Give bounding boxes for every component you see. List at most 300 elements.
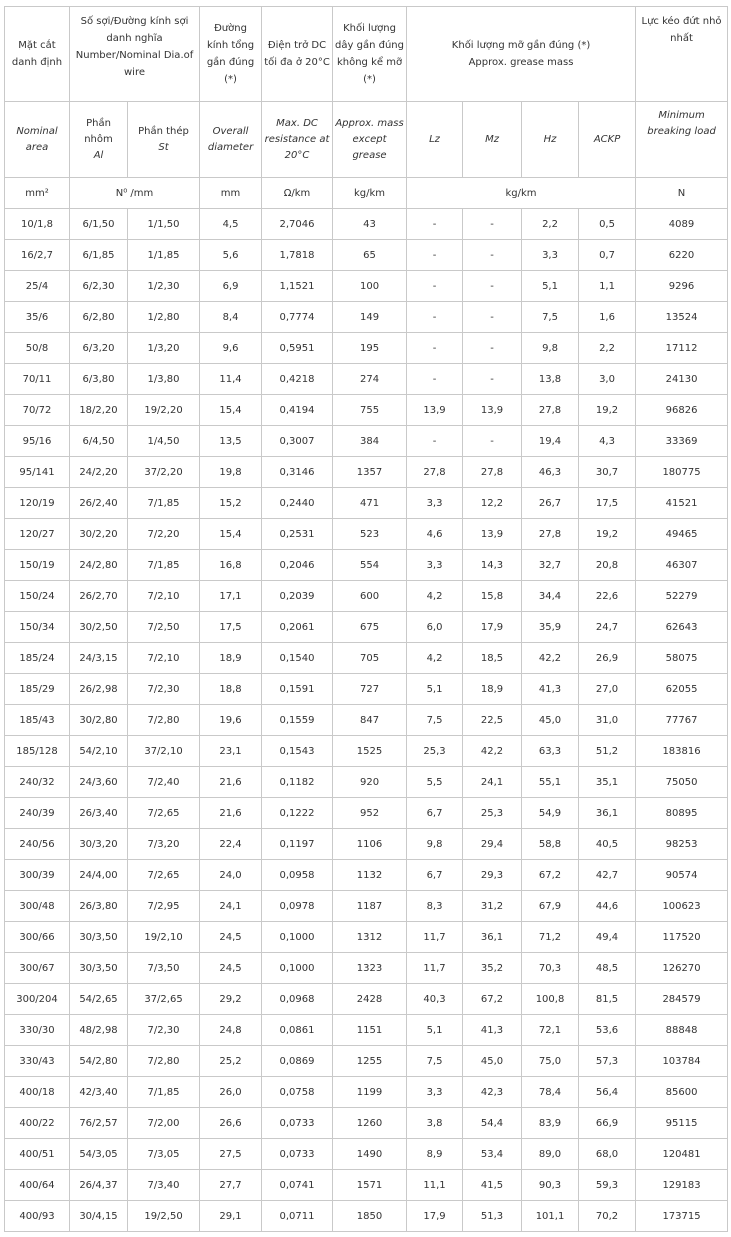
unit-grease: kg/km <box>407 178 636 209</box>
header-st-sym: St <box>158 141 169 153</box>
header-wire-vi: Số sợi/Đường kính sợi danh nghĩa <box>80 16 189 44</box>
cell-hz: 75,0 <box>522 1046 579 1077</box>
cell-st: 7/1,85 <box>128 488 200 519</box>
cell-hz: 3,3 <box>522 240 579 271</box>
cell-breaking: 173715 <box>636 1201 728 1232</box>
cell-area: 240/39 <box>5 798 70 829</box>
cell-al: 48/2,98 <box>70 1015 128 1046</box>
cell-mz: 25,3 <box>463 798 522 829</box>
cell-hz: 70,3 <box>522 953 579 984</box>
cell-area: 95/141 <box>5 457 70 488</box>
cell-st: 7/3,20 <box>128 829 200 860</box>
cell-mass: 471 <box>333 488 407 519</box>
cell-hz: 26,7 <box>522 488 579 519</box>
cell-hz: 71,2 <box>522 922 579 953</box>
cell-ackp: 66,9 <box>579 1108 636 1139</box>
cell-area: 25/4 <box>5 271 70 302</box>
cell-st: 7/2,30 <box>128 674 200 705</box>
cell-resistance: 0,7774 <box>262 302 333 333</box>
cell-al: 54/2,80 <box>70 1046 128 1077</box>
cell-al: 26/2,70 <box>70 581 128 612</box>
cell-hz: 54,9 <box>522 798 579 829</box>
unit-diameter: mm <box>200 178 262 209</box>
cell-al: 42/3,40 <box>70 1077 128 1108</box>
table-row <box>5 984 728 1015</box>
table-row <box>5 1015 728 1046</box>
cell-resistance: 0,1222 <box>262 798 333 829</box>
cell-lz: - <box>407 240 463 271</box>
cell-diameter: 29,2 <box>200 984 262 1015</box>
cell-lz: - <box>407 302 463 333</box>
table-row <box>5 519 728 550</box>
header-mass-vi: Khối lượng dây gần đúng không kể mỡ (*) <box>333 7 407 102</box>
cell-resistance: 0,0869 <box>262 1046 333 1077</box>
cell-diameter: 27,7 <box>200 1170 262 1201</box>
cell-mass: 43 <box>333 209 407 240</box>
cell-mz: 42,2 <box>463 736 522 767</box>
cell-ackp: 0,7 <box>579 240 636 271</box>
cell-lz: 6,7 <box>407 798 463 829</box>
header-mass-en: Approx. mass except grease <box>333 102 407 178</box>
cell-breaking: 75050 <box>636 767 728 798</box>
cell-al: 30/3,20 <box>70 829 128 860</box>
cell-area: 150/19 <box>5 550 70 581</box>
table-row <box>5 488 728 519</box>
cell-area: 95/16 <box>5 426 70 457</box>
header-breaking-vi: Lực kéo đứt nhỏ nhất <box>636 7 728 102</box>
cell-st: 7/1,85 <box>128 1077 200 1108</box>
cell-lz: 11,7 <box>407 922 463 953</box>
cell-lz: 4,6 <box>407 519 463 550</box>
cell-mass: 755 <box>333 395 407 426</box>
cell-mass: 195 <box>333 333 407 364</box>
header-al <box>70 102 128 178</box>
cell-diameter: 24,1 <box>200 891 262 922</box>
cell-mz: 36,1 <box>463 922 522 953</box>
cell-st: 7/3,05 <box>128 1139 200 1170</box>
header-grease-en: Approx. grease mass <box>468 57 574 68</box>
cell-area: 120/27 <box>5 519 70 550</box>
cell-mz: - <box>463 271 522 302</box>
cell-ackp: 48,5 <box>579 953 636 984</box>
cell-st: 7/2,20 <box>128 519 200 550</box>
cell-hz: 58,8 <box>522 829 579 860</box>
cell-diameter: 17,1 <box>200 581 262 612</box>
cell-lz: 6,0 <box>407 612 463 643</box>
cell-st: 1/2,30 <box>128 271 200 302</box>
cell-resistance: 0,0861 <box>262 1015 333 1046</box>
cell-breaking: 129183 <box>636 1170 728 1201</box>
cell-ackp: 44,6 <box>579 891 636 922</box>
cell-hz: 55,1 <box>522 767 579 798</box>
cell-mz: 24,1 <box>463 767 522 798</box>
cell-mass: 554 <box>333 550 407 581</box>
cell-resistance: 0,0733 <box>262 1108 333 1139</box>
cell-mz: 13,9 <box>463 519 522 550</box>
header-al-vi: Phần nhôm <box>84 117 113 145</box>
cell-lz: 3,3 <box>407 488 463 519</box>
table-row <box>5 457 728 488</box>
cell-lz: 17,9 <box>407 1201 463 1232</box>
cell-ackp: 42,7 <box>579 860 636 891</box>
cell-mz: - <box>463 364 522 395</box>
cell-st: 1/1,85 <box>128 240 200 271</box>
cell-resistance: 0,0978 <box>262 891 333 922</box>
table-row <box>5 550 728 581</box>
unit-area: mm² <box>5 178 70 209</box>
header-hz: Hz <box>522 102 579 178</box>
header-st <box>128 102 200 178</box>
table-row <box>5 1201 728 1232</box>
cell-hz: 72,1 <box>522 1015 579 1046</box>
cell-mass: 1187 <box>333 891 407 922</box>
cell-breaking: 6220 <box>636 240 728 271</box>
cell-mass: 149 <box>333 302 407 333</box>
cell-area: 70/72 <box>5 395 70 426</box>
cell-area: 35/6 <box>5 302 70 333</box>
table-row <box>5 395 728 426</box>
header-row-vi <box>5 7 728 102</box>
cell-hz: 2,2 <box>522 209 579 240</box>
cell-lz: 11,1 <box>407 1170 463 1201</box>
cell-breaking: 33369 <box>636 426 728 457</box>
cell-resistance: 0,0968 <box>262 984 333 1015</box>
cell-st: 7/2,40 <box>128 767 200 798</box>
cell-breaking: 103784 <box>636 1046 728 1077</box>
cell-lz: 13,9 <box>407 395 463 426</box>
cell-st: 7/2,80 <box>128 705 200 736</box>
table-row <box>5 1139 728 1170</box>
cell-area: 150/34 <box>5 612 70 643</box>
table-row <box>5 333 728 364</box>
cell-al: 26/4,37 <box>70 1170 128 1201</box>
cell-breaking: 85600 <box>636 1077 728 1108</box>
cell-resistance: 0,2046 <box>262 550 333 581</box>
header-resistance-vi: Điện trở DC tối đa ở 20°C <box>262 7 333 102</box>
cell-mz: 41,3 <box>463 1015 522 1046</box>
cell-diameter: 15,4 <box>200 519 262 550</box>
cell-diameter: 27,5 <box>200 1139 262 1170</box>
cell-resistance: 0,2061 <box>262 612 333 643</box>
cell-st: 19/2,20 <box>128 395 200 426</box>
cell-hz: 67,2 <box>522 860 579 891</box>
cell-breaking: 62643 <box>636 612 728 643</box>
table-row <box>5 240 728 271</box>
cell-diameter: 17,5 <box>200 612 262 643</box>
header-al-sym: Al <box>93 149 104 161</box>
cell-lz: 27,8 <box>407 457 463 488</box>
cell-mz: 51,3 <box>463 1201 522 1232</box>
cell-ackp: 3,0 <box>579 364 636 395</box>
cell-lz: 3,3 <box>407 550 463 581</box>
cell-breaking: 95115 <box>636 1108 728 1139</box>
cell-hz: 90,3 <box>522 1170 579 1201</box>
cell-ackp: 68,0 <box>579 1139 636 1170</box>
cell-mass: 847 <box>333 705 407 736</box>
table-row <box>5 705 728 736</box>
cell-diameter: 5,6 <box>200 240 262 271</box>
cell-al: 26/2,40 <box>70 488 128 519</box>
cell-al: 6/3,80 <box>70 364 128 395</box>
cell-resistance: 0,2039 <box>262 581 333 612</box>
cell-ackp: 30,7 <box>579 457 636 488</box>
cell-area: 400/22 <box>5 1108 70 1139</box>
cell-al: 6/3,20 <box>70 333 128 364</box>
cell-mass: 1260 <box>333 1108 407 1139</box>
cell-st: 7/2,50 <box>128 612 200 643</box>
cell-resistance: 1,7818 <box>262 240 333 271</box>
cell-ackp: 51,2 <box>579 736 636 767</box>
cell-ackp: 19,2 <box>579 519 636 550</box>
cell-mass: 1323 <box>333 953 407 984</box>
cell-ackp: 17,5 <box>579 488 636 519</box>
cell-area: 300/39 <box>5 860 70 891</box>
cell-breaking: 24130 <box>636 364 728 395</box>
cell-resistance: 0,1197 <box>262 829 333 860</box>
cell-diameter: 24,5 <box>200 953 262 984</box>
cell-mass: 1151 <box>333 1015 407 1046</box>
cell-hz: 89,0 <box>522 1139 579 1170</box>
table-row <box>5 736 728 767</box>
cell-diameter: 19,8 <box>200 457 262 488</box>
cell-area: 330/30 <box>5 1015 70 1046</box>
cell-mass: 274 <box>333 364 407 395</box>
cell-diameter: 13,5 <box>200 426 262 457</box>
cell-diameter: 23,1 <box>200 736 262 767</box>
cell-al: 6/2,80 <box>70 302 128 333</box>
cell-resistance: 0,0733 <box>262 1139 333 1170</box>
cell-breaking: 284579 <box>636 984 728 1015</box>
cell-area: 300/48 <box>5 891 70 922</box>
table-row <box>5 891 728 922</box>
cell-area: 300/66 <box>5 922 70 953</box>
cell-ackp: 36,1 <box>579 798 636 829</box>
cell-breaking: 98253 <box>636 829 728 860</box>
cell-lz: 7,5 <box>407 1046 463 1077</box>
cell-breaking: 120481 <box>636 1139 728 1170</box>
cell-breaking: 49465 <box>636 519 728 550</box>
cell-lz: 25,3 <box>407 736 463 767</box>
cell-mz: 15,8 <box>463 581 522 612</box>
header-area-vi: Mặt cắt danh định <box>5 7 70 102</box>
cell-st: 1/3,80 <box>128 364 200 395</box>
cell-al: 24/2,20 <box>70 457 128 488</box>
cell-mass: 1571 <box>333 1170 407 1201</box>
cell-st: 7/3,50 <box>128 953 200 984</box>
cell-ackp: 26,9 <box>579 643 636 674</box>
cell-al: 54/2,65 <box>70 984 128 1015</box>
header-mz: Mz <box>463 102 522 178</box>
cell-mass: 65 <box>333 240 407 271</box>
cell-hz: 27,8 <box>522 519 579 550</box>
cell-area: 185/29 <box>5 674 70 705</box>
cell-lz: - <box>407 209 463 240</box>
cell-breaking: 96826 <box>636 395 728 426</box>
cell-mass: 952 <box>333 798 407 829</box>
cell-lz: - <box>407 271 463 302</box>
cell-mz: 54,4 <box>463 1108 522 1139</box>
cell-mz: 29,4 <box>463 829 522 860</box>
cell-breaking: 9296 <box>636 271 728 302</box>
cell-ackp: 35,1 <box>579 767 636 798</box>
cell-resistance: 1,1521 <box>262 271 333 302</box>
cell-hz: 32,7 <box>522 550 579 581</box>
cell-mass: 1525 <box>333 736 407 767</box>
cell-al: 24/4,00 <box>70 860 128 891</box>
cell-st: 7/2,00 <box>128 1108 200 1139</box>
cell-diameter: 21,6 <box>200 798 262 829</box>
cell-area: 240/56 <box>5 829 70 860</box>
cell-lz: 40,3 <box>407 984 463 1015</box>
cell-mz: - <box>463 333 522 364</box>
cell-area: 70/11 <box>5 364 70 395</box>
cell-al: 24/3,60 <box>70 767 128 798</box>
cell-diameter: 6,9 <box>200 271 262 302</box>
cell-diameter: 21,6 <box>200 767 262 798</box>
cell-area: 330/43 <box>5 1046 70 1077</box>
cell-al: 30/4,15 <box>70 1201 128 1232</box>
cell-mass: 1490 <box>333 1139 407 1170</box>
cell-st: 1/1,50 <box>128 209 200 240</box>
cell-st: 19/2,50 <box>128 1201 200 1232</box>
cell-area: 240/32 <box>5 767 70 798</box>
cell-mass: 523 <box>333 519 407 550</box>
cell-al: 30/2,20 <box>70 519 128 550</box>
cell-area: 150/24 <box>5 581 70 612</box>
header-row-units <box>5 178 728 209</box>
cell-mz: 53,4 <box>463 1139 522 1170</box>
cell-area: 16/2,7 <box>5 240 70 271</box>
cell-area: 400/18 <box>5 1077 70 1108</box>
table-row <box>5 674 728 705</box>
table-row <box>5 767 728 798</box>
cell-al: 24/3,15 <box>70 643 128 674</box>
cell-breaking: 117520 <box>636 922 728 953</box>
cell-breaking: 183816 <box>636 736 728 767</box>
cell-mz: 42,3 <box>463 1077 522 1108</box>
cell-st: 7/2,10 <box>128 581 200 612</box>
cell-mz: - <box>463 426 522 457</box>
cell-diameter: 4,5 <box>200 209 262 240</box>
cell-resistance: 0,3146 <box>262 457 333 488</box>
cell-diameter: 19,6 <box>200 705 262 736</box>
cell-resistance: 0,1543 <box>262 736 333 767</box>
cell-mz: 12,2 <box>463 488 522 519</box>
table-row <box>5 643 728 674</box>
cell-resistance: 0,5951 <box>262 333 333 364</box>
cell-al: 54/2,10 <box>70 736 128 767</box>
cell-diameter: 9,6 <box>200 333 262 364</box>
cell-breaking: 62055 <box>636 674 728 705</box>
cell-breaking: 126270 <box>636 953 728 984</box>
cell-st: 7/2,65 <box>128 798 200 829</box>
header-breaking-en: Minimum breaking load <box>636 102 728 178</box>
cell-diameter: 15,2 <box>200 488 262 519</box>
cell-mz: 45,0 <box>463 1046 522 1077</box>
cell-mz: 27,8 <box>463 457 522 488</box>
cell-area: 10/1,8 <box>5 209 70 240</box>
cell-resistance: 0,4194 <box>262 395 333 426</box>
cell-ackp: 1,1 <box>579 271 636 302</box>
unit-resistance: Ω/km <box>262 178 333 209</box>
cell-lz: 11,7 <box>407 953 463 984</box>
header-ackp: ACKP <box>579 102 636 178</box>
header-diameter-en: Overall diameter <box>200 102 262 178</box>
cell-mass: 675 <box>333 612 407 643</box>
cell-resistance: 0,2531 <box>262 519 333 550</box>
cell-hz: 13,8 <box>522 364 579 395</box>
cell-mass: 1312 <box>333 922 407 953</box>
cell-mz: 67,2 <box>463 984 522 1015</box>
cell-st: 1/4,50 <box>128 426 200 457</box>
header-area-en: Nominal area <box>5 102 70 178</box>
cell-mass: 1199 <box>333 1077 407 1108</box>
cell-diameter: 11,4 <box>200 364 262 395</box>
unit-wire: N⁰ /mm <box>70 178 200 209</box>
cell-al: 26/3,80 <box>70 891 128 922</box>
cell-ackp: 1,6 <box>579 302 636 333</box>
cell-mass: 920 <box>333 767 407 798</box>
cell-hz: 35,9 <box>522 612 579 643</box>
header-diameter-vi: Đường kính tổng gần đúng (*) <box>200 7 262 102</box>
table-body <box>5 209 728 1232</box>
cell-area: 185/24 <box>5 643 70 674</box>
cell-hz: 19,4 <box>522 426 579 457</box>
cell-ackp: 19,2 <box>579 395 636 426</box>
cell-mass: 1132 <box>333 860 407 891</box>
cell-lz: 9,8 <box>407 829 463 860</box>
cell-diameter: 24,8 <box>200 1015 262 1046</box>
cell-ackp: 53,6 <box>579 1015 636 1046</box>
cell-breaking: 46307 <box>636 550 728 581</box>
cell-area: 185/43 <box>5 705 70 736</box>
unit-mass: kg/km <box>333 178 407 209</box>
cell-st: 7/2,65 <box>128 860 200 891</box>
cell-al: 6/1,85 <box>70 240 128 271</box>
cell-lz: 4,2 <box>407 643 463 674</box>
cell-lz: 7,5 <box>407 705 463 736</box>
cell-mz: - <box>463 240 522 271</box>
cell-hz: 7,5 <box>522 302 579 333</box>
cell-mass: 2428 <box>333 984 407 1015</box>
cell-ackp: 31,0 <box>579 705 636 736</box>
table-row <box>5 271 728 302</box>
cell-mz: 14,3 <box>463 550 522 581</box>
cell-hz: 34,4 <box>522 581 579 612</box>
cell-resistance: 0,4218 <box>262 364 333 395</box>
cell-al: 76/2,57 <box>70 1108 128 1139</box>
table-row <box>5 364 728 395</box>
cell-ackp: 81,5 <box>579 984 636 1015</box>
cell-resistance: 0,1540 <box>262 643 333 674</box>
cell-hz: 63,3 <box>522 736 579 767</box>
cell-al: 18/2,20 <box>70 395 128 426</box>
cell-ackp: 57,3 <box>579 1046 636 1077</box>
cell-area: 300/204 <box>5 984 70 1015</box>
header-row-en <box>5 102 728 178</box>
cell-diameter: 22,4 <box>200 829 262 860</box>
table-row <box>5 1077 728 1108</box>
cell-ackp: 4,3 <box>579 426 636 457</box>
cell-hz: 100,8 <box>522 984 579 1015</box>
cell-area: 400/64 <box>5 1170 70 1201</box>
cell-st: 7/2,10 <box>128 643 200 674</box>
cell-st: 7/3,40 <box>128 1170 200 1201</box>
cell-mz: 18,9 <box>463 674 522 705</box>
cell-hz: 67,9 <box>522 891 579 922</box>
cell-resistance: 0,1000 <box>262 922 333 953</box>
cell-st: 1/2,80 <box>128 302 200 333</box>
